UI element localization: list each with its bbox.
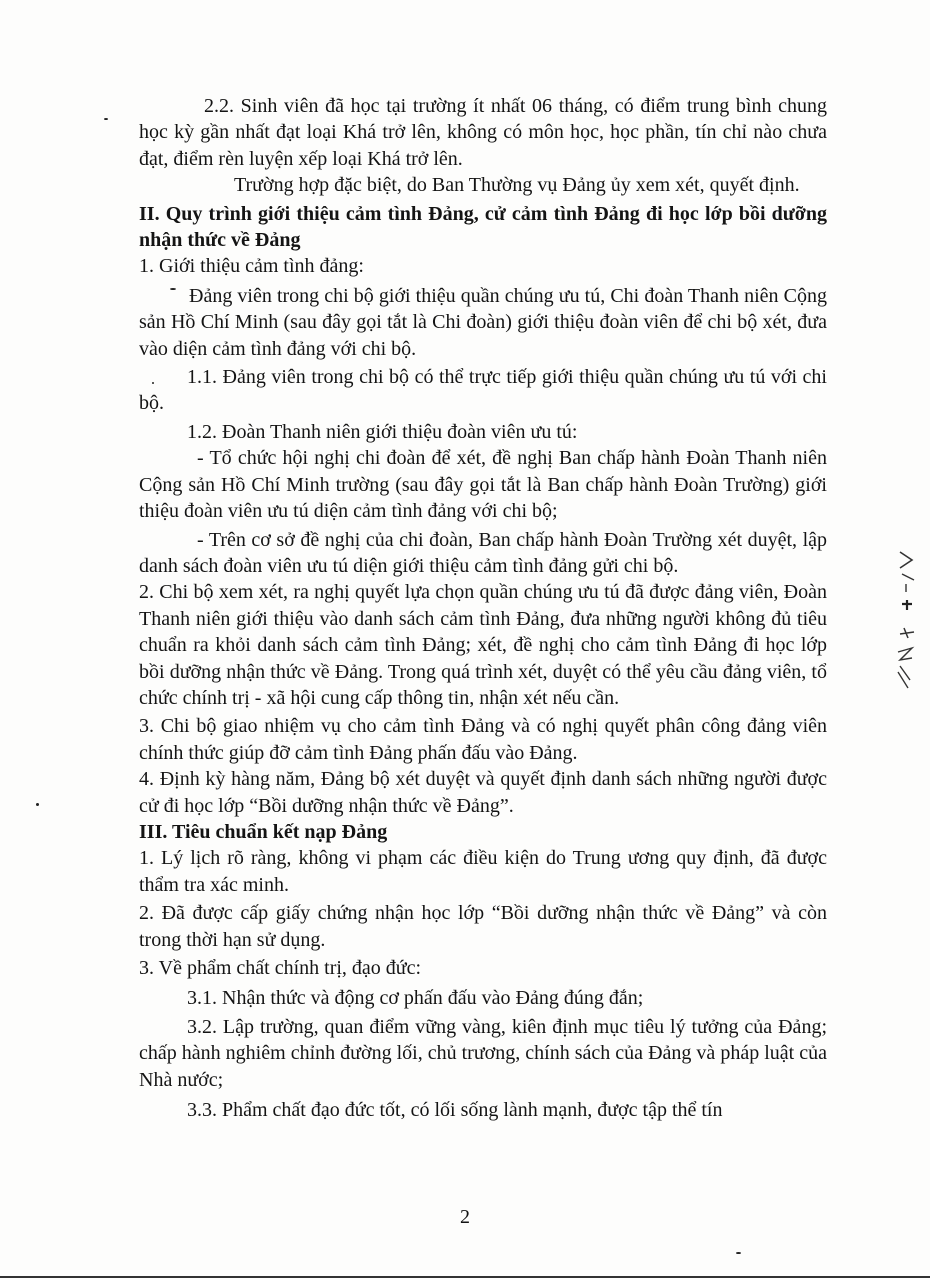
paragraph-2: 2. Chi bộ xem xét, ra nghị quyết lựa chọn quần chúng ưu tú đã được đảng viên, Đoàn Thanh niên giới thiệu vào danh sách cảm tình Đảng, đưa những người không đủ tiêu chuẩn ra khỏi danh sách cảm tình Đảng; xét, đề nghị cho cảm tình Đảng đi học lớp bồi dưỡng nhận thức về Đảng. Trong quá trình xét, duyệt có thể yêu cầu đảng viên, tổ chức chính trị - xã hội cung cấp thông tin, nhận xét nếu cần.: [139, 581, 827, 709]
paragraph-1-2: 1.2. Đoàn Thanh niên giới thiệu đoàn viên ưu tú:: [187, 420, 578, 443]
paragraph-2-2: 2.2. Sinh viên đã học tại trường ít nhất 06 tháng, có điểm trung bình chung học kỳ gần nhất đạt loại Khá trở lên, không có môn học, học phần, tín chỉ nào chưa đạt, điểm rèn luyện xếp loại Khá trở lên.: [139, 95, 827, 170]
paragraph-3-1: 3.1. Nhận thức và động cơ phấn đấu vào Đảng đúng đắn;: [187, 987, 644, 1010]
paragraph-special-case: Trường hợp đặc biệt, do Ban Thường vụ Đảng ủy xem xét, quyết định.: [234, 174, 800, 197]
scan-speck: [36, 803, 39, 806]
scan-speck: [104, 118, 108, 120]
paragraph-1-intro: 1. Giới thiệu cảm tình đảng:: [139, 255, 364, 278]
paragraph-iii-2: 2. Đã được cấp giấy chứng nhận học lớp “Bồi dưỡng nhận thức về Đảng” và còn trong thời hạn sử dụng.: [139, 902, 827, 951]
handwritten-margin-note: [886, 548, 926, 698]
scan-edge-line: [0, 1276, 930, 1278]
paragraph-3-3: 3.3. Phẩm chất đạo đức tốt, có lối sống lành mạnh, được tập thể tín: [187, 1099, 723, 1122]
paragraph-3: 3. Chi bộ giao nhiệm vụ cho cảm tình Đảng và có nghị quyết phân công đảng viên chính thức giúp đỡ cảm tình Đảng phấn đấu vào Đảng.: [139, 715, 827, 764]
paragraph-3-2: 3.2. Lập trường, quan điểm vững vàng, kiên định mục tiêu lý tưởng của Đảng; chấp hành nghiêm chỉnh đường lối, chủ trương, chính sách của Đảng và pháp luật của Nhà nước;: [139, 1015, 827, 1091]
page-number: 2: [460, 1206, 470, 1228]
paragraph-dash-2: - Trên cơ sở đề nghị của chi đoàn, Ban chấp hành Đoàn Trường xét duyệt, lập danh sách đoàn viên ưu tú diện giới thiệu cảm tình đảng gửi chi bộ.: [139, 528, 827, 577]
paragraph-party-member-intro: Đảng viên trong chi bộ giới thiệu quần chúng ưu tú, Chi đoàn Thanh niên Cộng sản Hồ Chí Minh (sau đây gọi tắt là Chi đoàn) giới thiệu đoàn viên để chi bộ xét, đưa vào diện cảm tình đảng với chi bộ.: [139, 284, 827, 360]
paragraph-4: 4. Định kỳ hàng năm, Đảng bộ xét duyệt và quyết định danh sách những người được cử đi học lớp “Bồi dưỡng nhận thức về Đảng”.: [139, 768, 827, 817]
paragraph-iii-3: 3. Về phẩm chất chính trị, đạo đức:: [139, 957, 422, 979]
paragraph-1-1: 1.1. Đảng viên trong chi bộ có thể trực tiếp giới thiệu quần chúng ưu tú với chi bộ.: [139, 366, 827, 415]
document-body: [139, 93, 827, 1123]
paragraph-iii-1: 1. Lý lịch rõ ràng, không vi phạm các điều kiện do Trung ương quy định, đã được thẩm tra xác minh.: [139, 847, 827, 896]
section-heading-ii: II. Quy trình giới thiệu cảm tình Đảng, cử cảm tình Đảng đi học lớp bồi dưỡng nhận thức về Đảng: [139, 202, 827, 252]
scan-speck: [736, 1252, 741, 1254]
scan-speck: [152, 382, 154, 384]
scan-speck: [170, 288, 176, 290]
section-heading-iii: III. Tiêu chuẩn kết nạp Đảng: [139, 820, 388, 843]
paragraph-dash-1: - Tổ chức hội nghị chi đoàn để xét, đề nghị Ban chấp hành Đoàn Thanh niên Cộng sản Hồ Chí Minh trường (sau đây gọi tắt là Ban chấp hành Đoàn Trường) giới thiệu đoàn viên ưu tú diện cảm tình đảng với chi bộ;: [139, 447, 827, 523]
